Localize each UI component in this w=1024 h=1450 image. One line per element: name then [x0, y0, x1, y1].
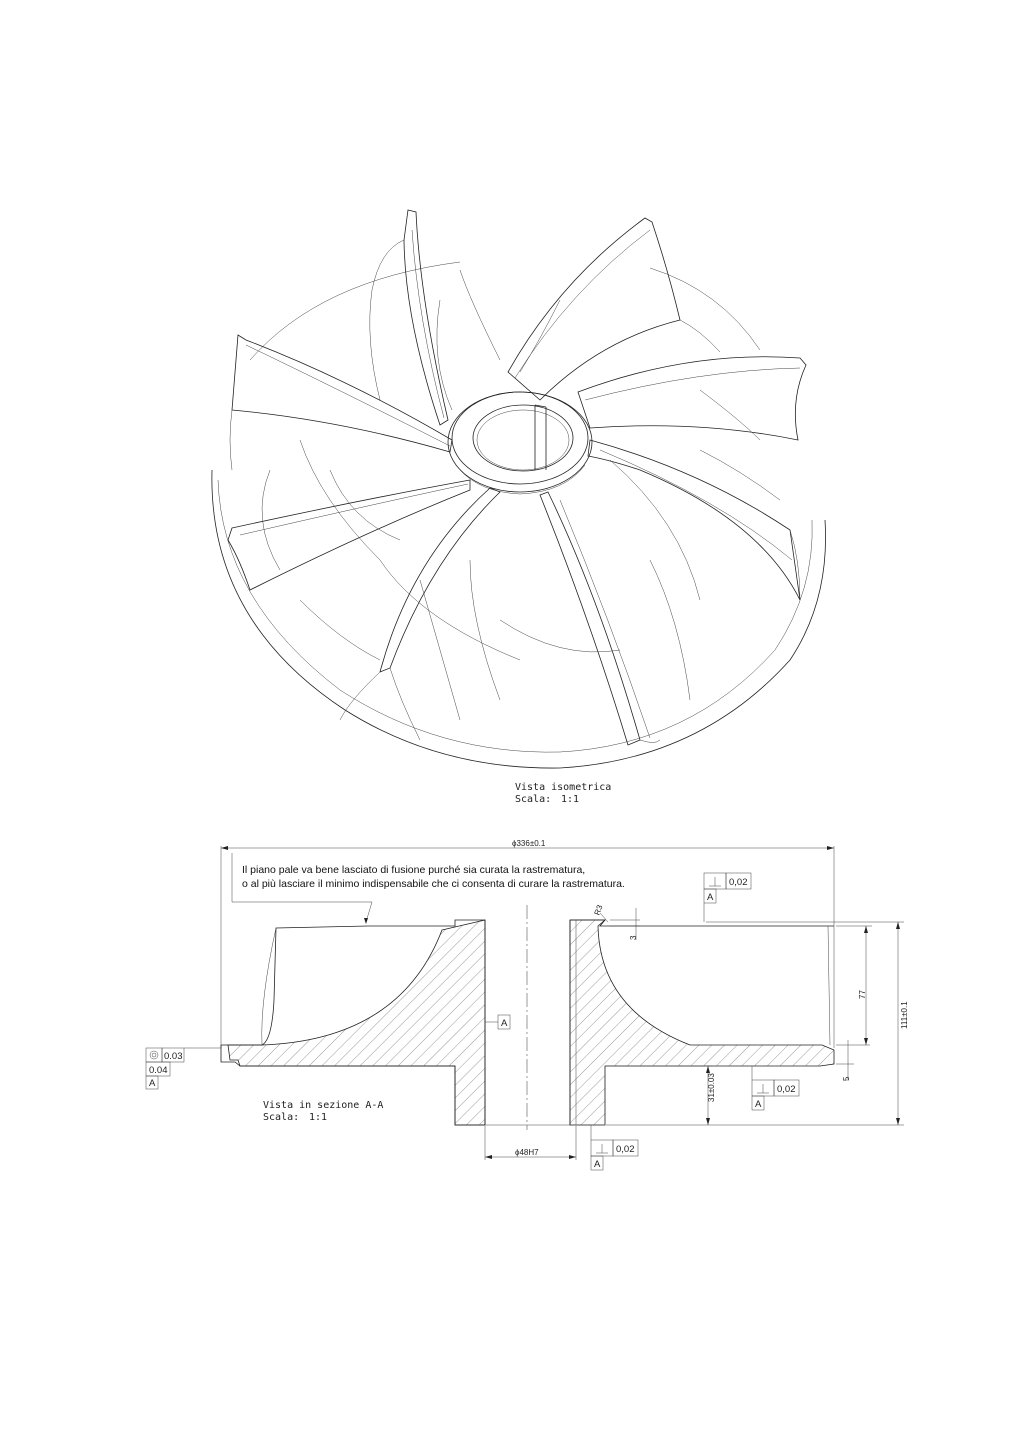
outer-diameter-value: ϕ336±0.1 [512, 839, 546, 848]
impeller-blades [228, 210, 806, 745]
section-label: A [501, 1018, 508, 1029]
concentricity-icon [150, 1051, 158, 1059]
hub [448, 392, 592, 494]
bore-diameter-value: ϕ48H7 [515, 1148, 539, 1157]
iso-view-scale-label: Scala: [515, 794, 552, 805]
svg-text:0,02: 0,02 [777, 1084, 796, 1095]
hub-height-value: 31±0.03 [707, 1073, 716, 1102]
perpendicularity-icon [596, 1144, 608, 1153]
left-hub-section [228, 920, 485, 1125]
svg-text:A: A [755, 1099, 762, 1110]
svg-text:0,02: 0,02 [616, 1144, 635, 1155]
backplate-rim [212, 470, 826, 768]
tolerance-frame-mid-right [752, 1066, 799, 1110]
flow-curves [262, 270, 780, 720]
svg-text:0,02: 0,02 [729, 877, 748, 888]
iso-view-title: Vista isometrica [515, 782, 612, 793]
total-height-value: 111±0.1 [900, 1001, 909, 1029]
svg-text:A: A [149, 1078, 156, 1089]
blade-height-value: 77 [858, 990, 867, 999]
isometric-view [212, 210, 826, 768]
iso-view-scale-value: 1:1 [561, 794, 580, 805]
perpendicularity-icon [757, 1084, 769, 1093]
section-view-scale-label: Scala: [263, 1112, 300, 1123]
base-step-value: 5 [842, 1076, 851, 1081]
perpendicularity-icon [709, 877, 721, 886]
tolerance-frame-bottom [591, 1125, 638, 1170]
tolerance-frame-left [146, 1048, 221, 1089]
note-line-2: o al più lasciare il minimo indispensabile che ci consenta di curare la rastrematura. [242, 878, 625, 890]
svg-text:A: A [707, 892, 714, 903]
svg-text:A: A [594, 1159, 601, 1170]
svg-text:0.03: 0.03 [164, 1051, 183, 1062]
svg-text:0.04: 0.04 [149, 1065, 168, 1076]
section-view [146, 839, 909, 1170]
section-view-title: Vista in sezione A-A [263, 1100, 384, 1111]
radius-value: R3 [592, 903, 605, 917]
section-view-scale-value: 1:1 [309, 1112, 328, 1123]
note-line-1: Il piano pale va bene lasciato di fusione purché sia curata la rastrematura, [242, 864, 586, 876]
top-step-value: 3 [629, 935, 638, 940]
tolerance-frame-top-right [704, 873, 751, 922]
